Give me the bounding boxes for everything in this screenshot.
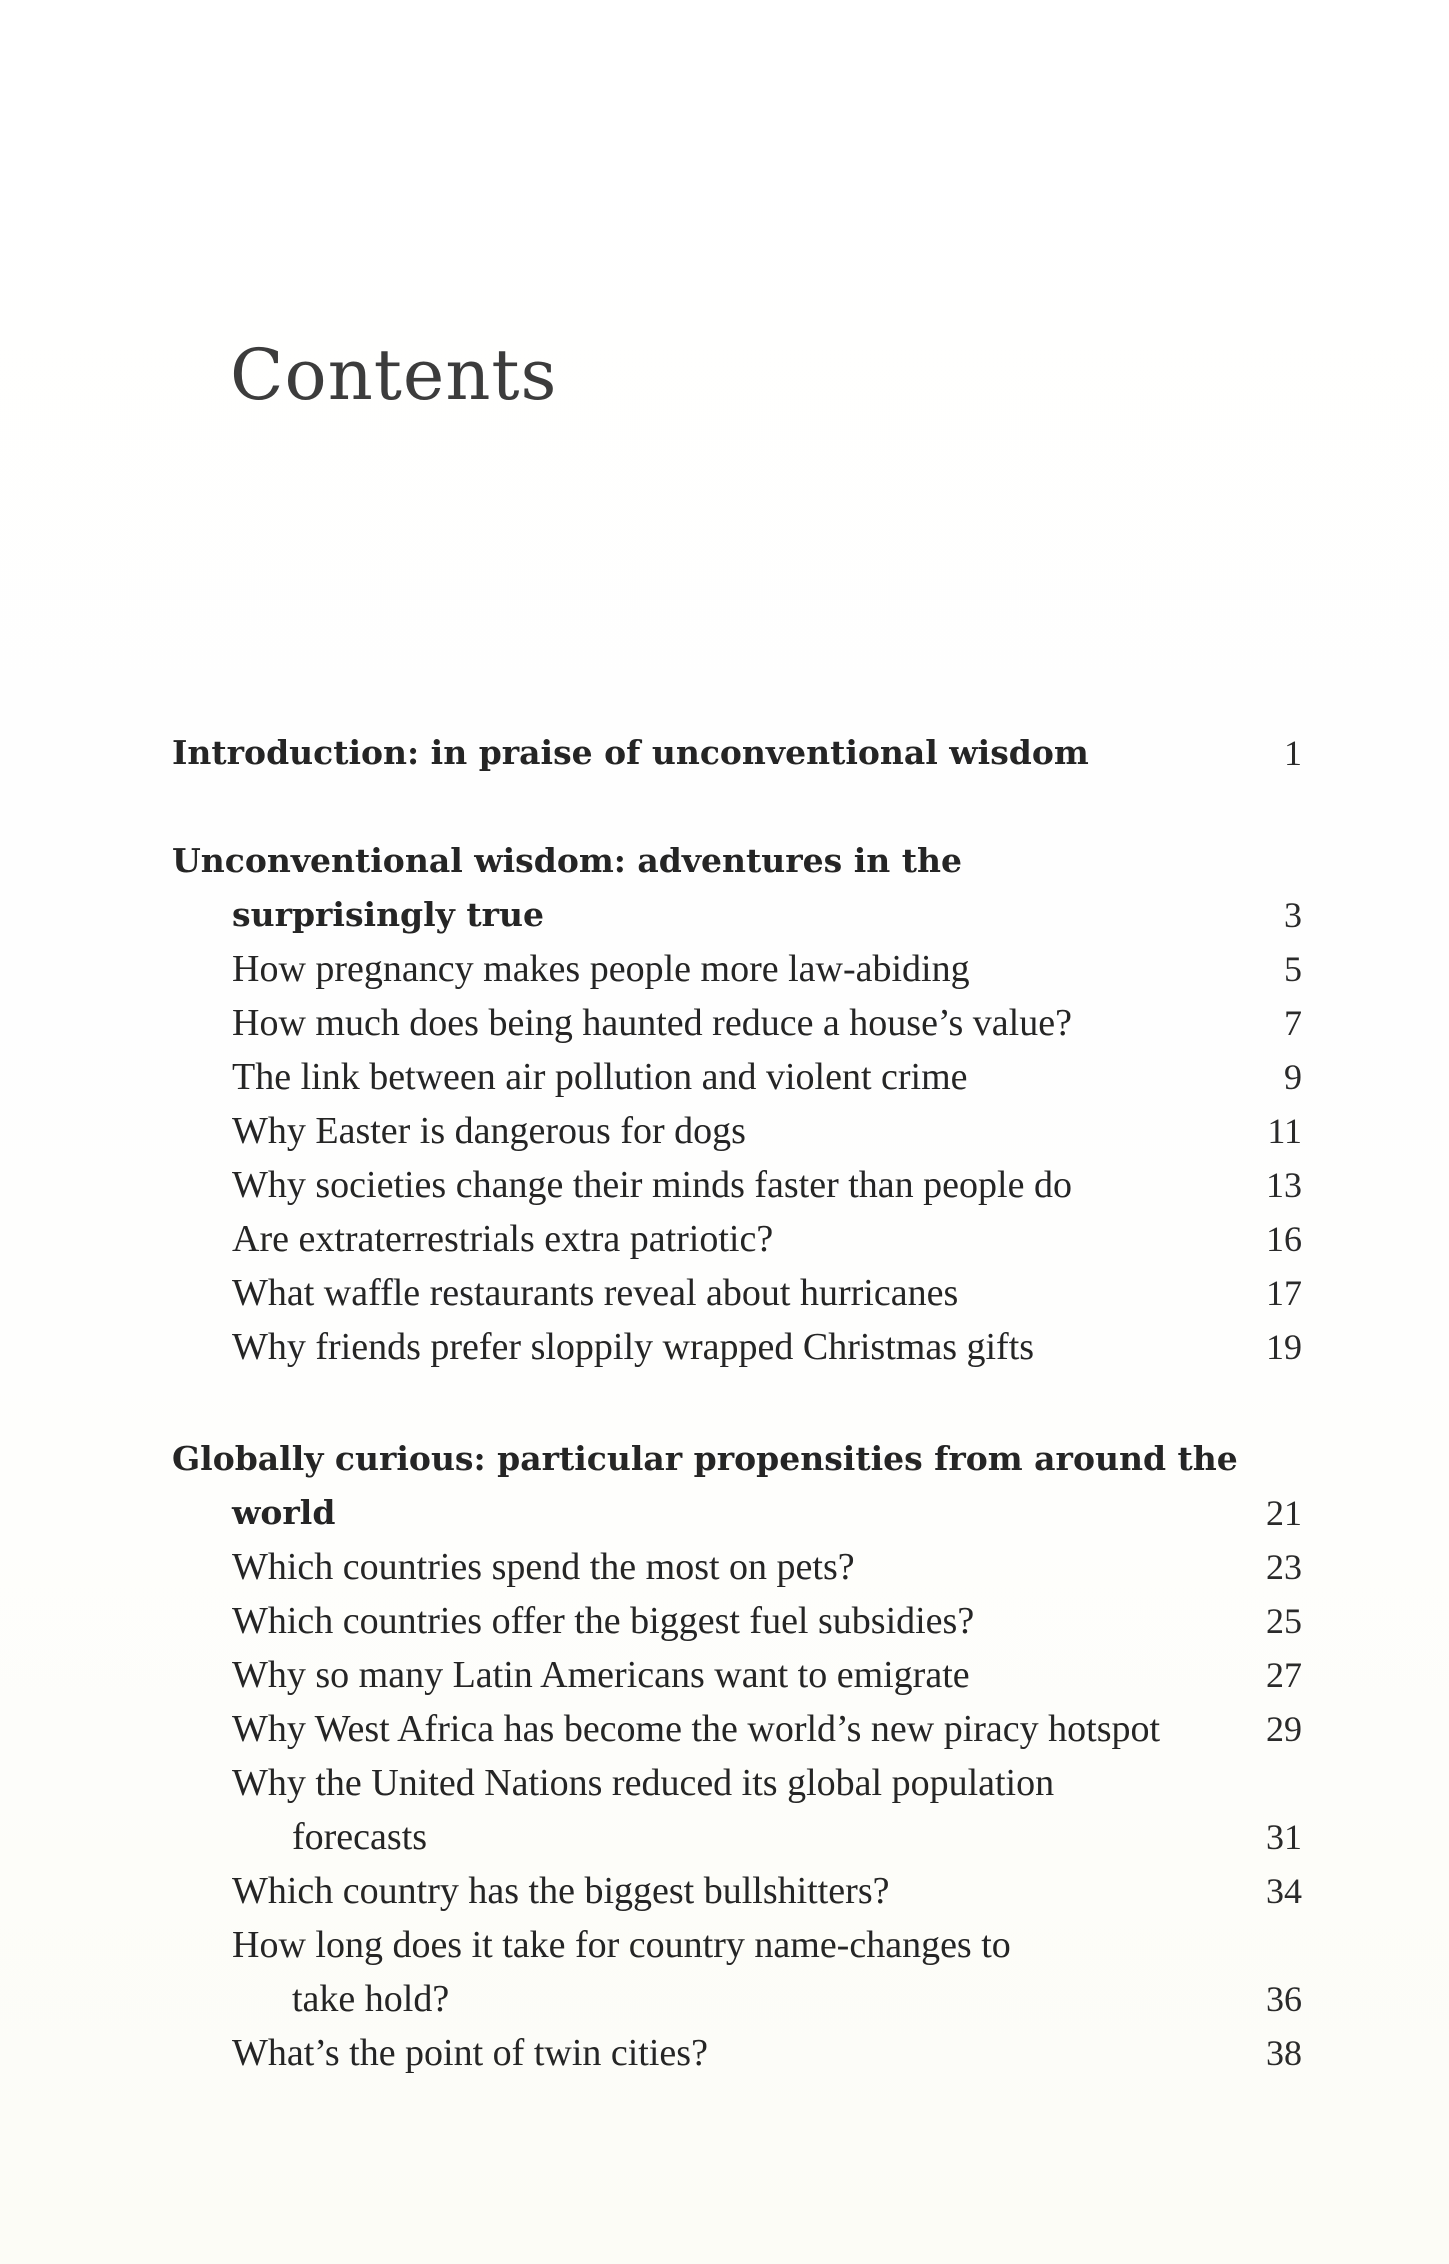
toc-entry-title: surprisingly true <box>232 895 544 934</box>
toc-entry-page-number: 5 <box>1284 949 1302 989</box>
toc-entry-title: Why so many Latin Americans want to emigrate <box>232 1654 970 1696</box>
toc-entry-title: How much does being haunted reduce a house’s value? <box>232 1002 1072 1044</box>
toc-entry-title: The link between air pollution and violent crime <box>232 1056 968 1098</box>
toc-entry-page-number: 23 <box>1266 1547 1302 1587</box>
toc-entry-title: Why West Africa has become the world’s new piracy hotspot <box>232 1708 1161 1750</box>
toc-entry-page-number: 19 <box>1266 1327 1302 1367</box>
toc-entry-page-number: 25 <box>1266 1601 1302 1641</box>
toc-entry-title: take hold? <box>292 1978 450 2020</box>
toc-entry <box>172 1320 1302 1374</box>
toc-entry-title: How long does it take for country name-changes to <box>232 1924 1011 1966</box>
toc-entry-page-number: 38 <box>1266 2033 1302 2073</box>
toc-entry-title: Why friends prefer sloppily wrapped Christmas gifts <box>232 1326 1035 1368</box>
toc-entry <box>172 1050 1302 1104</box>
toc-entry-page-number: 29 <box>1266 1709 1302 1749</box>
toc-entry-page-number: 27 <box>1266 1655 1302 1695</box>
toc-entry <box>172 1594 1302 1648</box>
toc-entry-page-number: 36 <box>1266 1979 1302 2019</box>
toc-entry <box>172 1648 1302 1702</box>
toc-section-heading <box>172 1486 1302 1540</box>
toc-entry-title: Globally curious: particular propensities from around the <box>172 1439 1238 1478</box>
toc-entry <box>172 1756 1302 1810</box>
toc-section-heading <box>172 834 1302 888</box>
toc-entry-title: Unconventional wisdom: adventures in the <box>172 841 962 880</box>
toc-entry-title: What’s the point of twin cities? <box>232 2032 708 2074</box>
toc-entry-title: Why societies change their minds faster than people do <box>232 1164 1072 1206</box>
toc-entry-page-number: 13 <box>1266 1165 1302 1205</box>
toc-entry <box>172 1972 1302 2026</box>
page-title: Contents <box>230 334 558 416</box>
toc-entry-title: Which countries offer the biggest fuel subsidies? <box>232 1600 975 1642</box>
toc-entry-page-number: 17 <box>1266 1273 1302 1313</box>
toc-entry-title: Why Easter is dangerous for dogs <box>232 1110 746 1152</box>
toc-entry <box>172 1540 1302 1594</box>
toc-entry <box>172 1266 1302 1320</box>
toc-entry <box>172 1158 1302 1212</box>
toc-entry-title: How pregnancy makes people more law-abiding <box>232 948 970 990</box>
toc-entry-page-number: 3 <box>1284 895 1302 935</box>
toc-entry <box>172 1810 1302 1864</box>
toc-entry <box>172 1702 1302 1756</box>
toc-entry-page-number: 34 <box>1266 1871 1302 1911</box>
toc-entry <box>172 1918 1302 1972</box>
toc-entry-title: forecasts <box>292 1816 428 1858</box>
toc-entry-title: Introduction: in praise of unconventional wisdom <box>172 733 1089 772</box>
toc-entry-page-number: 7 <box>1284 1003 1302 1043</box>
toc-entry <box>172 1864 1302 1918</box>
toc-entry <box>172 942 1302 996</box>
toc-entry-page-number: 1 <box>1284 733 1302 773</box>
toc-entry-page-number: 16 <box>1266 1219 1302 1259</box>
toc-entry-page-number: 9 <box>1284 1057 1302 1097</box>
toc-entry <box>172 1104 1302 1158</box>
toc-entry <box>172 1212 1302 1266</box>
toc-entry-title: world <box>232 1493 336 1532</box>
toc-entry-title: What waffle restaurants reveal about hurricanes <box>232 1272 959 1314</box>
toc-entry <box>172 2026 1302 2080</box>
toc-entry-title: Which country has the biggest bullshitters? <box>232 1870 890 1912</box>
toc-entry-page-number: 21 <box>1266 1493 1302 1533</box>
toc-entry-page-number: 31 <box>1266 1817 1302 1857</box>
toc-entry-title: Are extraterrestrials extra patriotic? <box>232 1218 774 1260</box>
toc-section-heading <box>172 1432 1302 1486</box>
toc-entry <box>172 996 1302 1050</box>
toc-section-heading <box>172 888 1302 942</box>
toc-section-heading <box>172 726 1302 780</box>
toc-entry-page-number: 11 <box>1267 1111 1302 1151</box>
toc-entry-title: Why the United Nations reduced its global population <box>232 1762 1055 1804</box>
toc-entry-title: Which countries spend the most on pets? <box>232 1546 855 1588</box>
